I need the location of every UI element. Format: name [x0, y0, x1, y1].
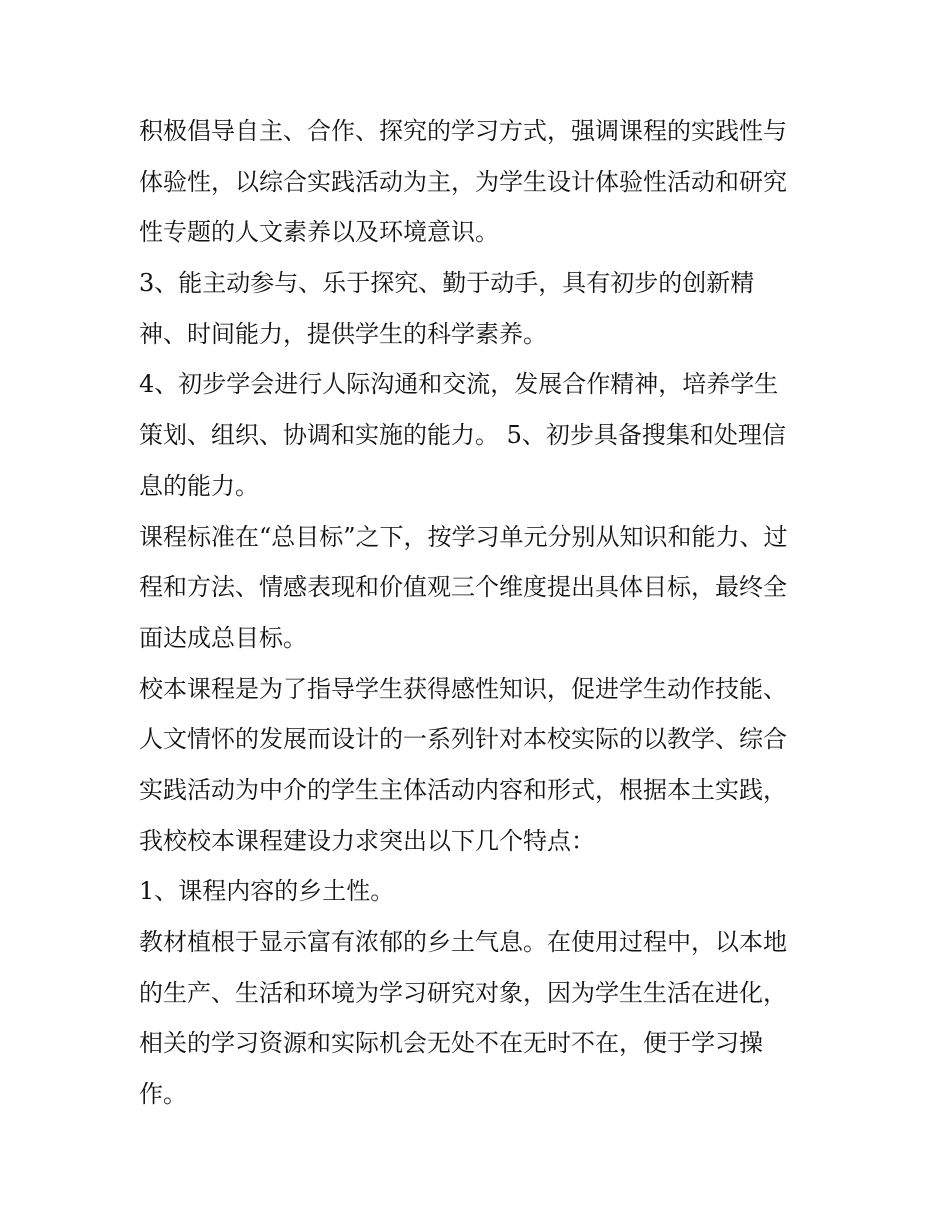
text-line: 人文情怀的发展而设计的一系列针对本校实际的以教学、综合 [139, 725, 787, 754]
text-line: 息的能力。 [139, 471, 259, 500]
text-line: 面达成总目标。 [139, 623, 307, 652]
text-line: 性专题的人文素养以及环境意识。 [139, 218, 499, 247]
text-line: 的生产、生活和环境为学习研究对象，因为学生生活在进化， [139, 978, 787, 1007]
text-line: 策划、组织、协调和实施的能力。 5、初步具备搜集和处理信 [139, 421, 786, 450]
text-line: 程和方法、情感表现和价值观三个维度提出具体目标，最终全 [139, 573, 787, 602]
text-line: 我校校本课程建设力求突出以下几个特点： [139, 826, 595, 855]
text-line: 积极倡导自主、合作、探究的学习方式，强调课程的实践性与 [139, 117, 787, 145]
text-line: 校本课程是为了指导学生获得感性知识，促进学生动作技能、 [139, 674, 787, 703]
text-line: 1、课程内容的乡土性。 [139, 877, 395, 906]
text-line: 课程标准在“总目标”之下，按学习单元分别从知识和能力、过 [139, 522, 788, 551]
text-line: 3、能主动参与、乐于探究、勤于动手，具有初步的创新精 [139, 269, 755, 298]
text-line: 4、初步学会进行人际沟通和交流，发展合作精神，培养学生 [139, 370, 779, 399]
text-line: 实践活动为中介的学生主体活动内容和形式，根据本土实践， [139, 775, 787, 804]
document-body [139, 106, 819, 1120]
text-line: 相关的学习资源和实际机会无处不在无时不在，便于学习操 [139, 1029, 763, 1058]
text-line: 体验性，以综合实践活动为主，为学生设计体验性活动和研究 [139, 167, 787, 196]
text-line: 作。 [139, 1080, 187, 1109]
text-line: 教材植根于显示富有浓郁的乡土气息。在使用过程中，以本地 [139, 928, 787, 956]
text-line: 神、时间能力，提供学生的科学素养。 [139, 319, 547, 348]
